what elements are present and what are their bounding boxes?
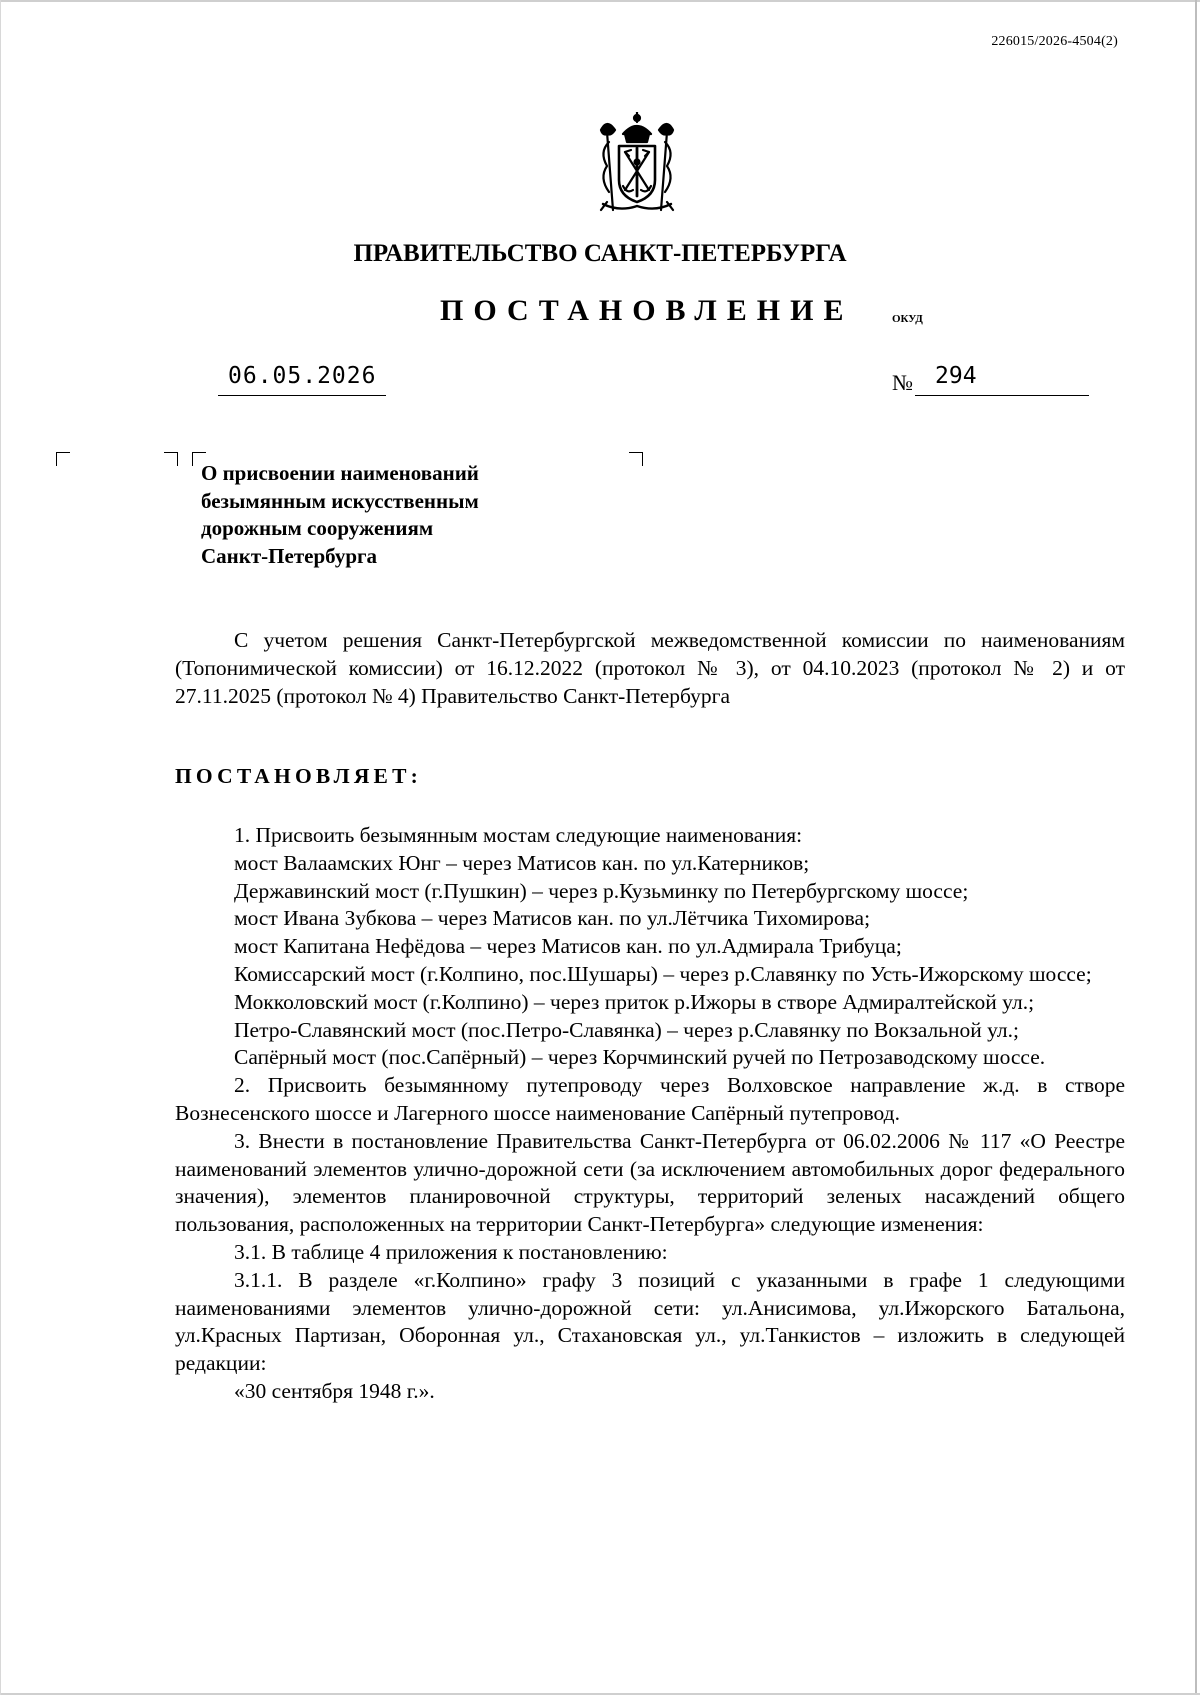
coat-of-arms-emblem: [589, 112, 685, 216]
bridge-item: мост Валаамских Юнг – через Матисов кан. по ул.Катерников;: [234, 850, 810, 875]
subject-line: дорожным сооружениям: [201, 516, 434, 540]
decree-body: [175, 822, 1125, 1406]
okud-label: ОКУД: [892, 313, 923, 325]
bridge-item: Державинский мост (г.Пушкин) – через р.Кузьминку по Петербургскому шоссе;: [234, 878, 969, 903]
bridge-item: Сапёрный мост (пос.Сапёрный) – через Корчминский ручей по Петрозаводскому шоссе.: [234, 1045, 1046, 1070]
decree-subject: [201, 460, 479, 570]
item-3-1: 3.1. В таблице 4 приложения к постановлению:: [234, 1239, 668, 1264]
decree-date: 06.05.2026: [228, 363, 377, 389]
decree-number: 294: [935, 363, 977, 389]
bridge-item: Петро-Славянский мост (пос.Петро-Славянка) – через р.Славянку по Вокзальной ул.;: [234, 1017, 1020, 1042]
item-3: 3. Внести в постановление Правительства Санкт-Петербурга от 06.02.2006 № 117 «О Реестре наименований элементов улично-дорожной сети (за исключением автомобильных дорог федерального значения), элементов планировочной структуры, территорий зеленых насаждений общего пользования, расположенных на территории Санкт-Петербурга» следующие изменения:: [175, 1128, 1125, 1237]
government-name: ПРАВИТЕЛЬСТВО САНКТ-ПЕТЕРБУРГА: [353, 240, 847, 267]
bridge-item: мост Капитана Нефёдова – через Матисов кан. по ул.Адмирала Трибуца;: [234, 934, 902, 959]
corner-mark: [629, 452, 643, 466]
scan-edge-top: [0, 0, 1200, 2]
preamble-text: С учетом решения Санкт-Петербургской межведомственной комиссии по наименованиям (Топонимической комиссии) от 16.12.2022 (протокол № 3), от 04.10.2023 (протокол № 2) и от 27.11.2025 (протокол № 4) Правительство Санкт-Петербурга: [175, 628, 1125, 708]
bridge-item: Комиссарский мост (г.Колпино, пос.Шушары) – через р.Славянку по Усть-Ижорскому шоссе;: [234, 961, 1092, 986]
number-sign: №: [892, 370, 913, 395]
subject-line: О присвоении наименований: [201, 461, 479, 485]
subject-line: Санкт-Петербурга: [201, 543, 378, 568]
decree-date-field: [218, 363, 386, 396]
bridge-item: мост Ивана Зубкова – через Матисов кан. по ул.Лётчика Тихомирова;: [234, 906, 871, 931]
item-3-1-1: 3.1.1. В разделе «г.Колпино» графу 3 позиций с указанными в графе 1 следующими наименованиями элементов улично-дорожной сети: ул.Анисимова, ул.Ижорского Батальона, ул.Красных Партизан, Оборонная ул., Стахановская ул., ул.Танкистов – изложить в следующей редакции:: [175, 1267, 1125, 1376]
document-id: 226015/2026-4504(2): [991, 34, 1118, 49]
resolves-heading: ПОСТАНОВЛЯЕТ:: [175, 764, 422, 788]
subject-line: безымянным искусственным: [201, 488, 479, 513]
corner-mark: [56, 452, 70, 466]
preamble: [175, 627, 1125, 710]
item-2: 2. Присвоить безымянному путепроводу через Волховское направление ж.д. в створе Вознесенского шоссе и Лагерного шоссе наименование Сапёрный путепровод.: [175, 1073, 1125, 1125]
corner-mark: [164, 452, 178, 466]
decree-number-field: [915, 363, 1089, 396]
bridge-item: Мокколовский мост (г.Колпино) – через приток р.Ижоры в створе Адмиралтейской ул.;: [234, 989, 1035, 1014]
item-1: 1. Присвоить безымянным мостам следующие наименования:: [234, 823, 803, 847]
item-3-1-1-text: «30 сентября 1948 г.».: [234, 1378, 435, 1403]
decree-title: ПОСТАНОВЛЕНИЕ: [440, 294, 854, 327]
